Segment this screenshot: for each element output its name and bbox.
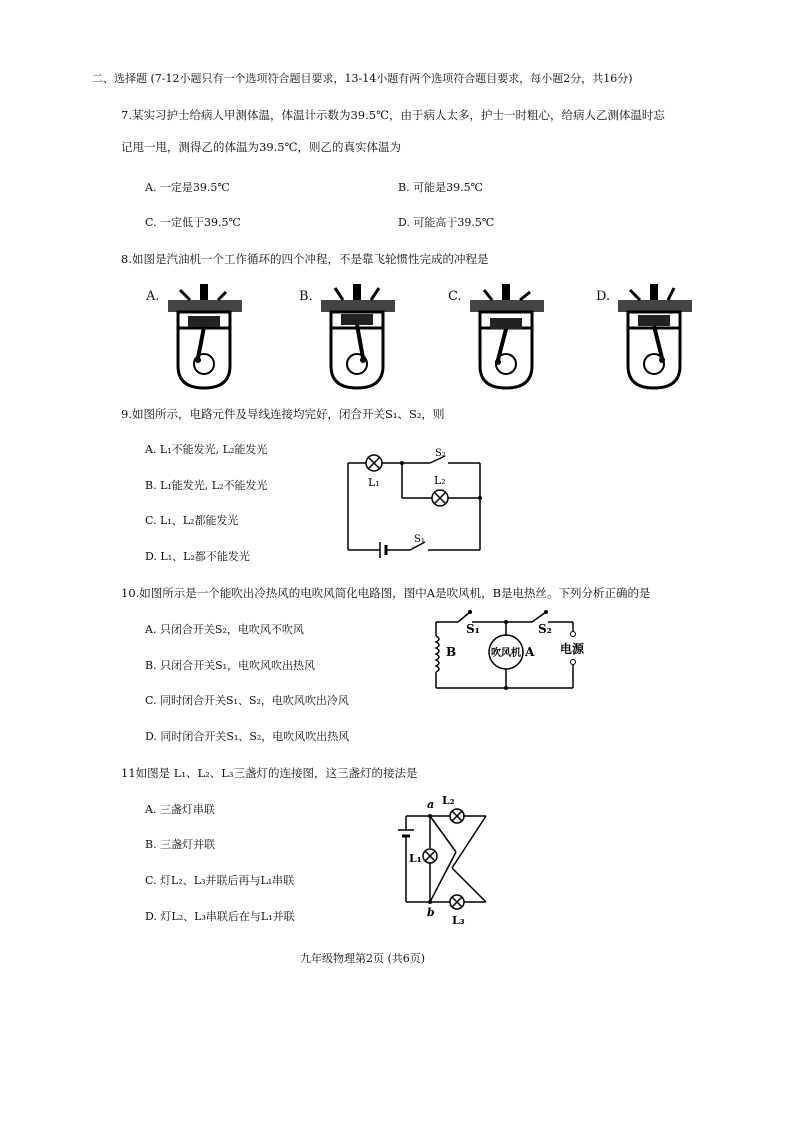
q10-fig-s2: S₂	[538, 622, 552, 636]
q10-fig-power: 电源	[560, 642, 585, 656]
question-10-text: 10.如图所示是一个能吹出冷热风的电吹风简化电路图，图中A是吹风机，B是电热丝。下列分析正确的是	[121, 586, 651, 600]
q10-option-b: B. 只闭合开关S₁，电吹风吹出热风	[145, 659, 316, 672]
engine-diagram-a	[160, 278, 250, 393]
q9-option-a: A. L₁不能发光, L₂能发光	[145, 443, 268, 456]
q8-label-a: A.	[146, 289, 160, 304]
engine-diagram-d	[610, 278, 700, 393]
q11-fig-l3: L₃	[452, 914, 465, 927]
q7-option-d: D. 可能高于39.5℃	[398, 216, 495, 229]
q9-circuit-diagram	[340, 448, 490, 558]
engine-diagram-b	[313, 278, 403, 393]
q11-option-d: D. 灯L₂、L₃串联后在与L₁并联	[145, 910, 295, 923]
q10-fig-motor: 吹风机	[491, 648, 521, 659]
section-header: 二、选择题 (7-12小题只有一个选项符合题目要求，13-14小题有两个选项符合题目要求，每小题2分，共16分)	[92, 72, 633, 85]
q10-circuit-diagram	[428, 600, 593, 695]
q8-label-b: B.	[299, 289, 313, 304]
question-7-line1: 7.某实习护士给病人甲测体温，体温计示数为39.5℃，由于病人太多，护士一时粗心，给病人乙测体温时忘	[121, 108, 665, 122]
q11-option-c: C. 灯L₂、L₃并联后再与L₁串联	[145, 874, 295, 887]
q11-option-a: A. 三盏灯串联	[145, 803, 215, 816]
q8-label-c: C.	[448, 289, 462, 304]
q10-option-c: C. 同时闭合开关S₁、S₂，电吹风吹出冷风	[145, 694, 349, 707]
q8-label-d: D.	[596, 289, 611, 304]
q9-option-d: D. L₁、L₂都不能发光	[145, 550, 250, 563]
q11-fig-l1: L₁	[409, 852, 422, 865]
q7-option-a: A. 一定是39.5℃	[145, 181, 230, 194]
question-8-text: 8.如图是汽油机一个工作循环的四个冲程，不是靠飞轮惯性完成的冲程是	[121, 252, 489, 266]
question-9-text: 9.如图所示，电路元件及导线连接均完好，闭合开关S₁、S₂，则	[121, 407, 445, 421]
q9-fig-s2: S₂	[435, 448, 446, 459]
q10-option-d: D. 同时闭合开关S₁、S₂，电吹风吹出热风	[145, 730, 350, 743]
q7-option-c: C. 一定低于39.5℃	[145, 216, 241, 229]
q9-fig-s1: S₁	[414, 534, 425, 545]
question-7-line2: 记甩一甩，测得乙的体温为39.5℃，则乙的真实体温为	[121, 140, 401, 154]
q10-fig-s1: S₁	[466, 622, 480, 636]
q9-option-b: B. L₁能发光, L₂不能发光	[145, 479, 268, 492]
engine-diagram-c	[462, 278, 552, 393]
q7-option-b: B. 可能是39.5℃	[398, 181, 483, 194]
page-footer: 九年级物理第2页 (共6页)	[300, 952, 426, 965]
q11-fig-a: a	[427, 798, 435, 811]
question-11-text: 11如图是 L₁、L₂、L₃三盏灯的连接图，这三盏灯的接法是	[121, 766, 418, 780]
q9-fig-l2: L₂	[434, 474, 446, 487]
q9-option-c: C. L₁、L₂都能发光	[145, 514, 239, 527]
q11-circuit-diagram	[394, 790, 504, 930]
q10-fig-b: B	[446, 645, 457, 659]
q11-fig-b: b	[427, 906, 435, 919]
q11-fig-l2: L₂	[442, 794, 455, 807]
q9-fig-l1: L₁	[368, 476, 380, 489]
q11-option-b: B. 三盏灯并联	[145, 838, 216, 851]
q10-option-a: A. 只闭合开关S₂，电吹风不吹风	[145, 623, 304, 636]
q10-fig-a: A	[525, 645, 535, 659]
